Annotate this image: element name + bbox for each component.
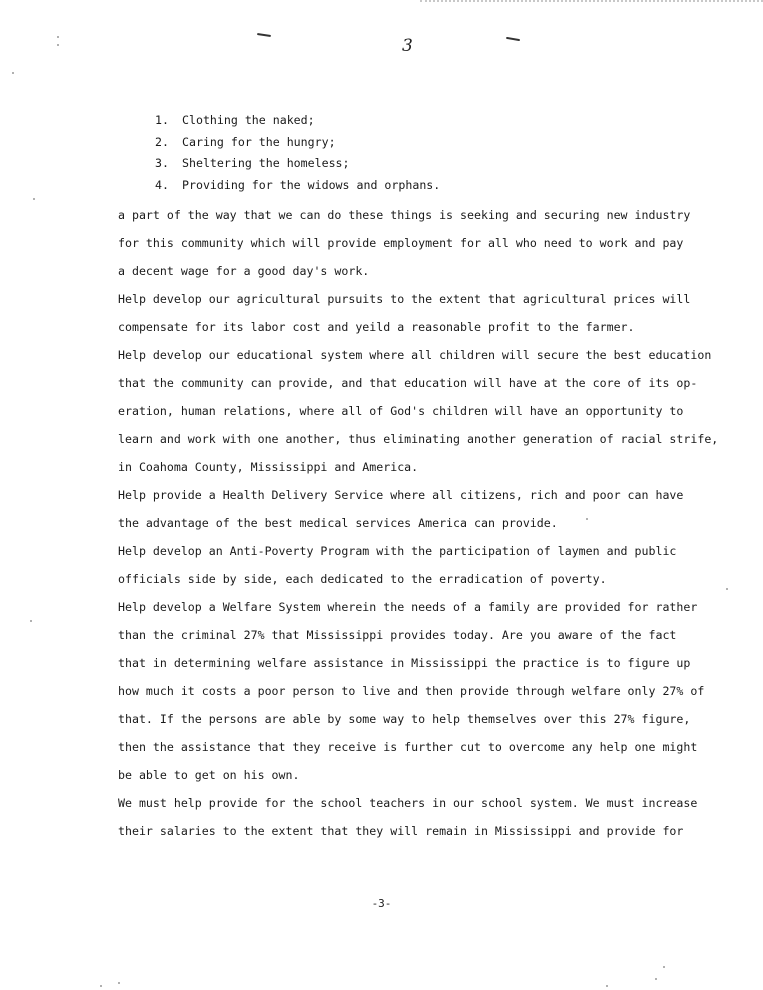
numbered-list [155, 110, 440, 196]
text-line: learn and work with one another, thus eliminating another generation of racial strife, [118, 432, 719, 446]
text-line: Help develop our educational system where all children will secure the best education [118, 348, 712, 362]
text-line: the advantage of the best medical services America can provide. [118, 516, 558, 530]
text-line: a decent wage for a good day's work. [118, 264, 370, 278]
top-edge-dots [420, 0, 763, 6]
text-line: that the community can provide, and that education will have at the core of its op- [118, 376, 698, 390]
list-item-text: Providing for the widows and orphans. [182, 177, 441, 192]
text-line: than the criminal 27% that Mississippi provides today. Are you aware of the fact [118, 628, 677, 642]
list-item [155, 175, 440, 197]
list-item-number: 4. [155, 177, 169, 192]
scan-speck [663, 966, 665, 968]
text-line: that in determining welfare assistance in Mississippi the practice is to figure up [118, 656, 691, 670]
list-item-text: Clothing the naked; [182, 113, 315, 127]
scan-speck [118, 982, 120, 984]
right-arc-mark [506, 37, 520, 41]
text-line: Help develop our agricultural pursuits to the extent that agricultural prices will [118, 292, 691, 306]
text-line: their salaries to the extent that they will remain in Mississippi and provide for [118, 824, 684, 838]
scan-speck [655, 978, 657, 980]
text-line: compensate for its labor cost and yeild a reasonable profit to the farmer. [118, 320, 635, 334]
left-arc-mark [257, 33, 271, 37]
scan-speck [100, 985, 102, 987]
text-line: a part of the way that we can do these things is seeking and securing new industry [118, 208, 691, 222]
scan-speck [57, 36, 59, 38]
list-item-number: 3. [155, 156, 169, 170]
footer-page-number: -3- [371, 897, 392, 910]
scan-speck [606, 985, 608, 987]
handwritten-page-mark: 3 [402, 36, 413, 56]
list-item [155, 110, 440, 132]
list-item-number: 1. [155, 113, 169, 127]
text-line: for this community which will provide employment for all who need to work and pay [118, 236, 684, 250]
text-line: Help provide a Health Delivery Service where all citizens, rich and poor can have [118, 488, 684, 502]
text-line: officials side by side, each dedicated to the erradication of poverty. [118, 572, 607, 586]
body-text [118, 201, 738, 845]
list-item [155, 153, 440, 175]
text-line: that. If the persons are able by some way to help themselves over this 27% figure, [118, 712, 691, 726]
text-line: then the assistance that they receive is further cut to overcome any help one might [118, 740, 698, 754]
scan-speck [57, 44, 59, 46]
text-line: Help develop an Anti-Poverty Program with the participation of laymen and public [118, 544, 677, 558]
text-line: We must help provide for the school teachers in our school system. We must increase [118, 796, 698, 810]
text-line: Help develop a Welfare System wherein the needs of a family are provided for rather [118, 600, 698, 614]
text-line: eration, human relations, where all of God's children will have an opportunity to [118, 404, 684, 418]
scan-speck [726, 588, 728, 590]
list-item-text: Sheltering the homeless; [182, 156, 350, 170]
text-line: how much it costs a poor person to live and then provide through welfare only 27% of [118, 684, 705, 698]
text-line: in Coahoma County, Mississippi and America. [118, 460, 419, 474]
list-item [155, 132, 440, 154]
text-line: be able to get on his own. [118, 768, 300, 782]
scan-speck [30, 620, 32, 622]
scan-speck [586, 518, 588, 520]
list-item-number: 2. [155, 134, 169, 149]
scan-speck [33, 198, 35, 200]
list-item-text: Caring for the hungry; [182, 134, 336, 149]
scan-speck [12, 72, 14, 74]
